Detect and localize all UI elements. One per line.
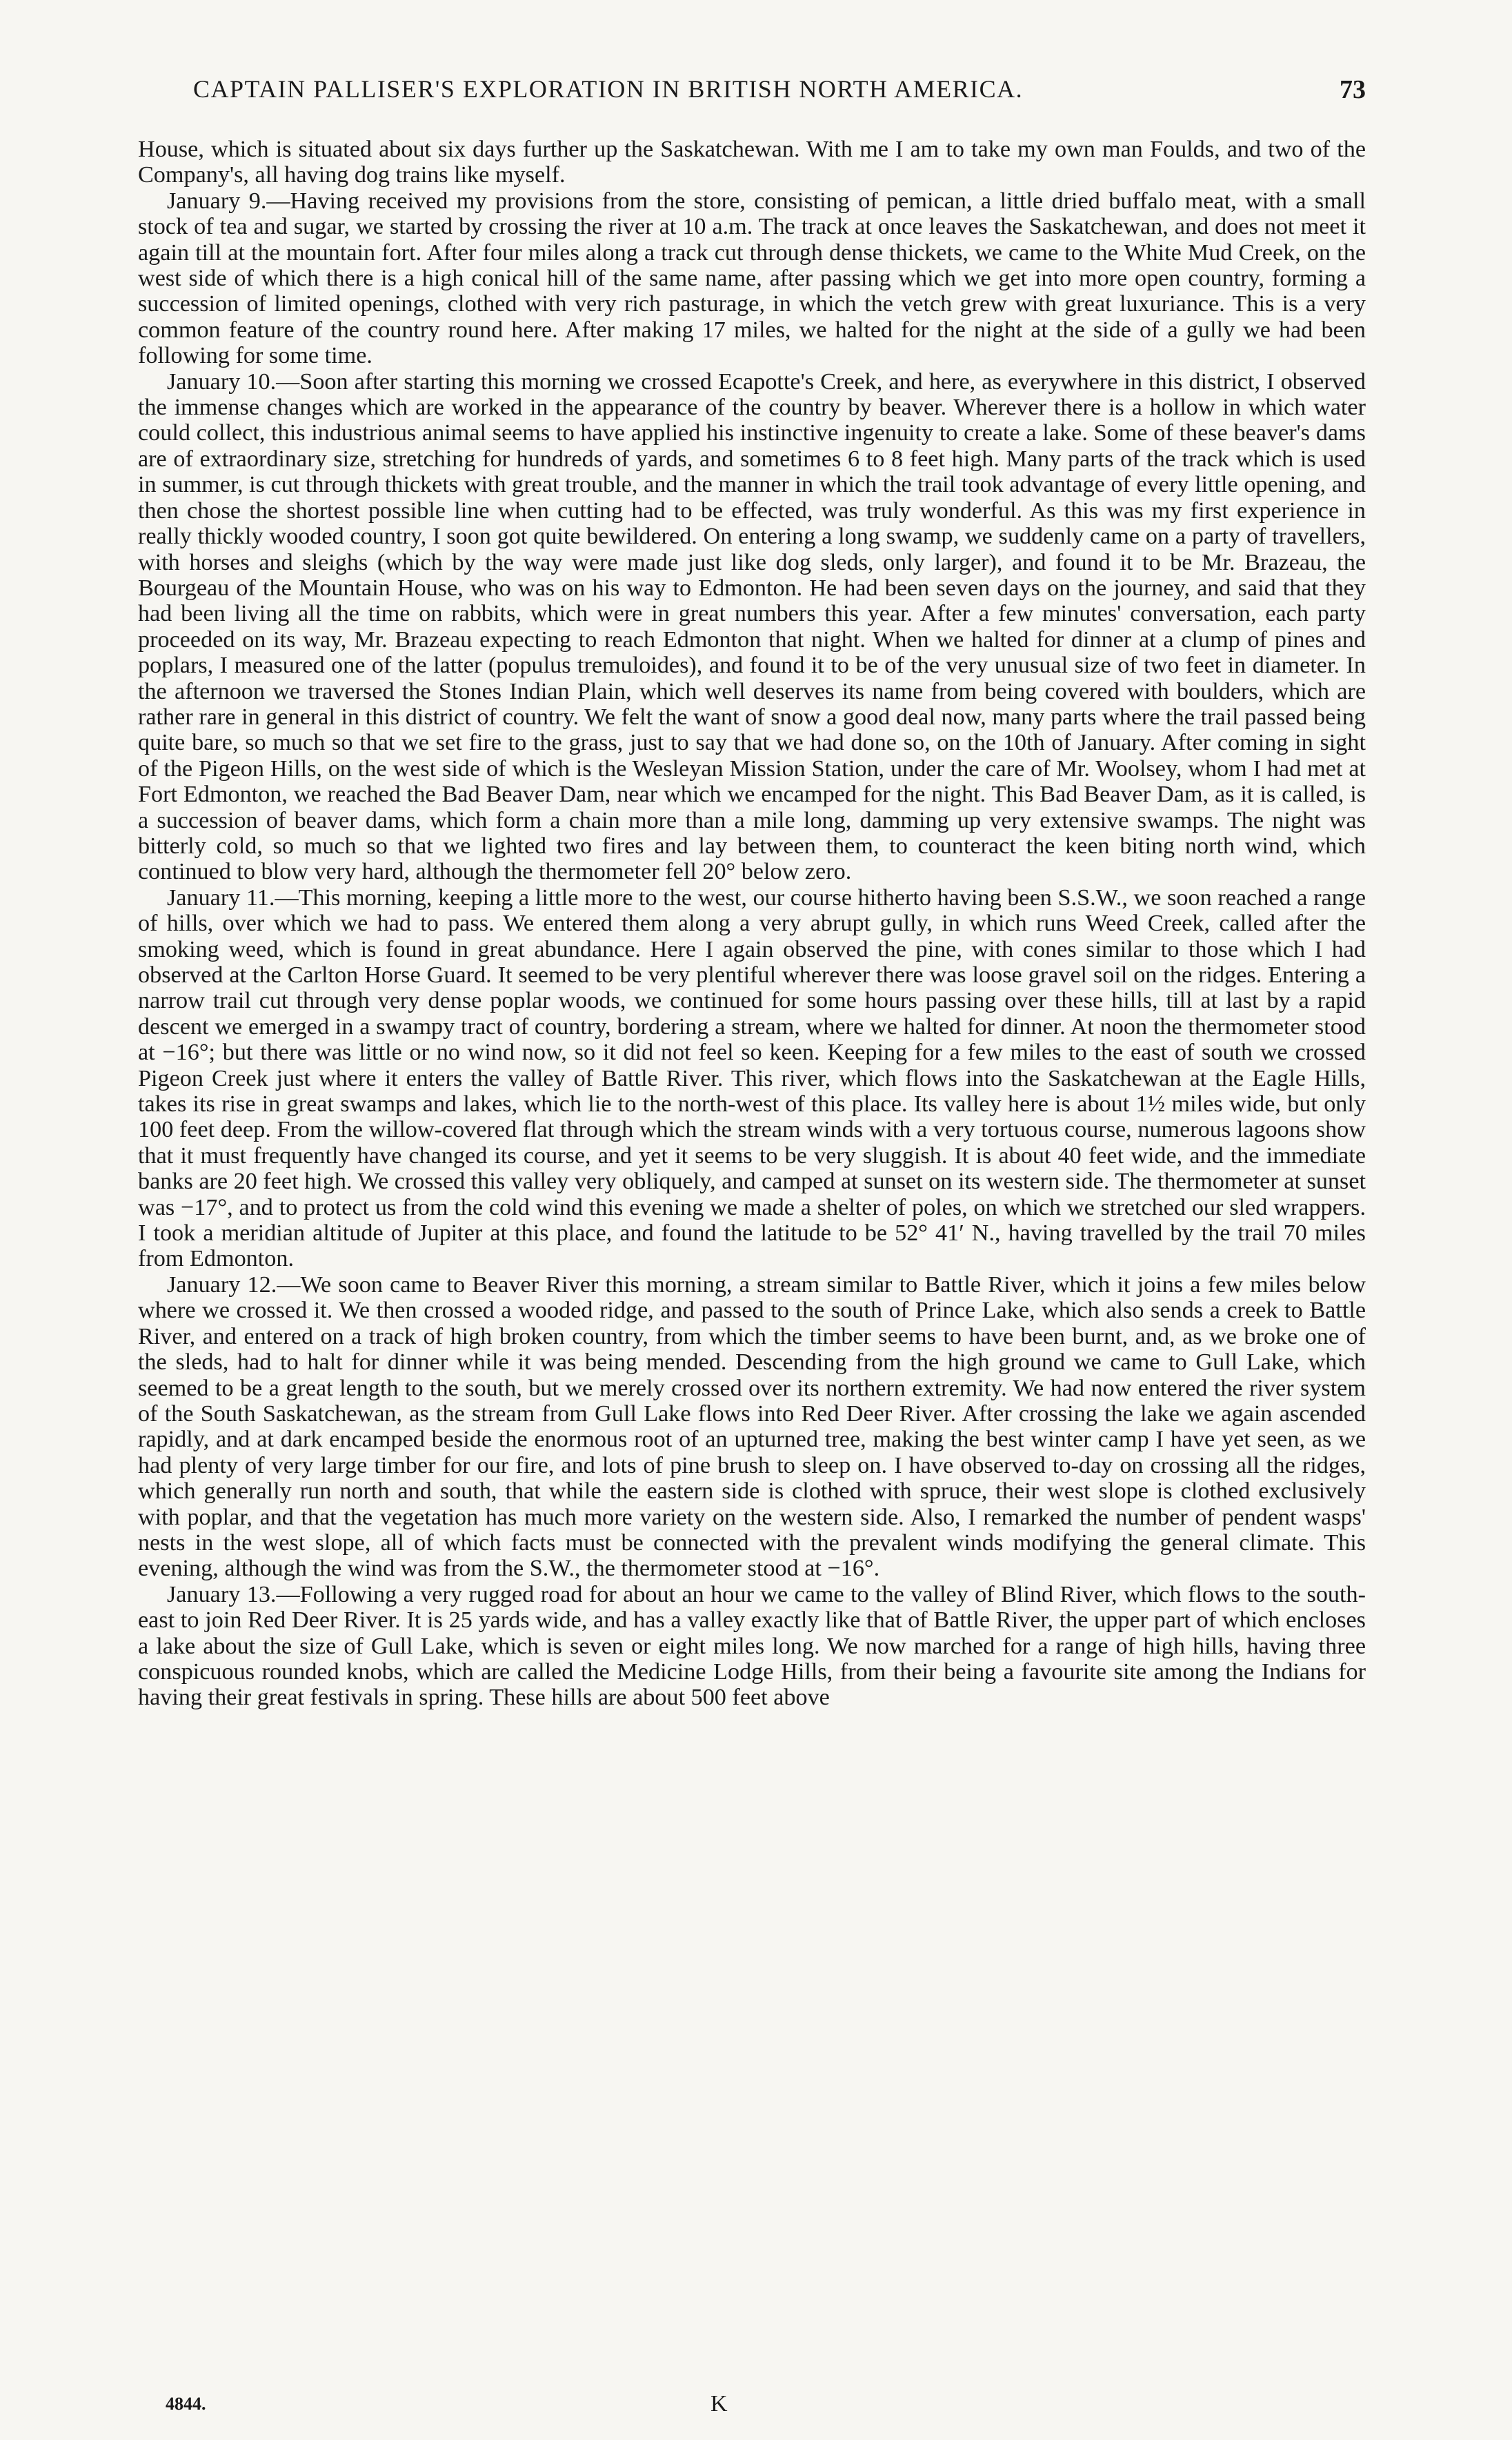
paragraph-january-10: January 10.—Soon after starting this morning we crossed Ecapotte's Creek, and here, as everywhere in this district, I observed the immense changes which are worked in the appearance of the country by beaver. Wherever there is a hollow in which water could collect, this industrious animal seems to have applied his instinctive ingenuity to create a lake. Some of these beaver's dams are of extraordinary size, stretching for hundreds of yards, and sometimes 6 to 8 feet high. Many parts of the track which is used in summer, is cut through thickets with great trouble, and the manner in which the trail took advantage of every little opening, and then chose the shortest possible line when cutting had to be effected, was truly wonderful. As this was my first experience in really thickly wooded country, I soon got quite bewildered. On entering a long swamp, we suddenly came on a party of travellers, with horses and sleighs (which by the way were made just like dog sleds, only larger), and found it to be Mr. Brazeau, the Bourgeau of the Mountain House, who was on his way to Edmonton. He had been seven days on the journey, and said that they had been living all the time on rabbits, which were in great numbers this year. After a few minutes' conversation, each party proceeded on its way, Mr. Brazeau expecting to reach Edmonton that night. When we halted for dinner at a clump of pines and poplars, I measured one of the latter (populus tremuloides), and found it to be of the very unusual size of two feet in diameter. In the afternoon we traversed the Stones Indian Plain, which well deserves its name from being covered with boulders, which are rather rare in general in this district of country. We felt the want of snow a good deal now, many parts where the trail passed being quite bare, so much so that we set fire to the grass, just to say that we had done so, on the 10th of January. After coming in sight of the Pigeon Hills, on the west side of which is the Wesleyan Mission Station, under the care of Mr. Woolsey, whom I had met at Fort Edmonton, we reached the Bad Beaver Dam, near which we encamped for the night. This Bad Beaver Dam, as it is called, is a succession of beaver dams, which form a chain more than a mile long, damming up very extensive swamps. The night was bitterly cold, so much so that we lighted two fires and lay between them, to counteract the keen biting north wind, which continued to blow very hard, although the thermometer fell 20° below zero. bbox=[138, 368, 1366, 885]
signature-number: 4844. bbox=[166, 2394, 206, 2414]
paragraph-january-13: January 13.—Following a very rugged road for about an hour we came to the valley of Blind River, which flows to the south-east to join Red Deer River. It is 25 yards wide, and has a valley exactly like that of Battle River, the upper part of which encloses a lake about the size of Gull Lake, which is seven or eight miles long. We now marched for a range of high hills, having three conspicuous rounded knobs, which are called the Medicine Lodge Hills, from their being a favourite site among the Indians for having their great festivals in spring. These hills are about 500 feet above bbox=[138, 1581, 1366, 1711]
running-header bbox=[90, 75, 1366, 116]
body-text bbox=[138, 137, 1366, 1711]
page-number: 73 bbox=[1340, 75, 1366, 104]
paragraph-january-9: January 9.—Having received my provisions from the store, consisting of pemican, a little dried buffalo meat, with a small stock of tea and sugar, we started by crossing the river at 10 a.m. The track at once leaves the Saskatchewan, and does not meet it again till at the mountain fort. After four miles along a track cut through dense thickets, we came to the White Mud Creek, on the west side of which there is a high conical hill of the same name, after passing which we get into more open country, forming a succession of limited openings, clothed with very rich pasturage, in which the vetch grew with great luxuriance. This is a very common feature of the country round here. After making 17 miles, we halted for the night at the side of a gully we had been following for some time. bbox=[138, 188, 1366, 369]
paragraph-january-11: January 11.—This morning, keeping a little more to the west, our course hitherto having been S.S.W., we soon reached a range of hills, over which we had to pass. We entered them along a very abrupt gully, in which runs Weed Creek, called after the smoking weed, which is found in great abundance. Here I again observed the pine, with cones similar to those which I had observed at the Carlton Horse Guard. It seemed to be very plentiful wherever there was loose gravel soil on the ridges. Entering a narrow trail cut through very dense poplar woods, we continued for some hours passing over these hills, till at last by a rapid descent we emerged in a swampy tract of country, bordering a stream, where we halted for dinner. At noon the thermometer stood at −16°; but there was little or no wind now, so it did not feel so keen. Keeping for a few miles to the east of south we crossed Pigeon Creek just where it enters the valley of Battle River. This river, which flows into the Saskatchewan at the Eagle Hills, takes its rise in great swamps and lakes, which lie to the north-west of this place. Its valley here is about 1½ miles wide, but only 100 feet deep. From the willow-covered flat through which the stream winds with a very tortuous course, numerous lagoons show that it must frequently have changed its course, and yet it seems to be very sluggish. It is about 40 feet wide, and the immediate banks are 20 feet high. We crossed this valley very obliquely, and camped at sunset on its western side. The thermometer at sunset was −17°, and to protect us from the cold wind this evening we made a shelter of poles, on which we stretched our sled wrappers. I took a meridian altitude of Jupiter at this place, and found the latitude to be 52° 41′ N., having travelled by the trail 70 miles from Edmonton. bbox=[138, 884, 1366, 1272]
paragraph-continuation: House, which is situated about six days further up the Saskatchewan. With me I am to take my own man Foulds, and two of the Company's, all having dog trains like myself. bbox=[138, 137, 1366, 188]
paragraph-january-12: January 12.—We soon came to Beaver River this morning, a stream similar to Battle River, which it joins a few miles below where we crossed it. We then crossed a wooded ridge, and passed to the south of Prince Lake, which also sends a creek to Battle River, and entered on a track of high broken country, from which the timber seems to have been burnt, and, as we broke one of the sleds, had to halt for dinner while it was being mended. Descending from the high ground we came to Gull Lake, which seemed to be a great length to the south, but we merely crossed over its northern extremity. We had now entered the river system of the South Saskatchewan, as the stream from Gull Lake flows into Red Deer River. After crossing the lake we again ascended rapidly, and at dark encamped beside the enormous root of an upturned tree, making the best winter camp I have yet seen, as we had plenty of very large timber for our fire, and lots of pine brush to sleep on. I have observed to-day on crossing all the ridges, which generally run north and south, that while the eastern side is clothed with spruce, their west slope is clothed exclusively with poplar, and that the vegetation has much more variety on the western side. Also, I remarked the number of pendent wasps' nests in the west slope, all of which facts must be connected with the prevalent winds modifying the general climate. This evening, although the wind was from the S.W., the thermometer stood at −16°. bbox=[138, 1271, 1366, 1582]
page-footer bbox=[138, 2391, 1366, 2428]
running-title: CAPTAIN PALLISER'S EXPLORATION IN BRITISH NORTH AMERICA. bbox=[193, 75, 1024, 103]
signature-letter: K bbox=[710, 2391, 728, 2417]
